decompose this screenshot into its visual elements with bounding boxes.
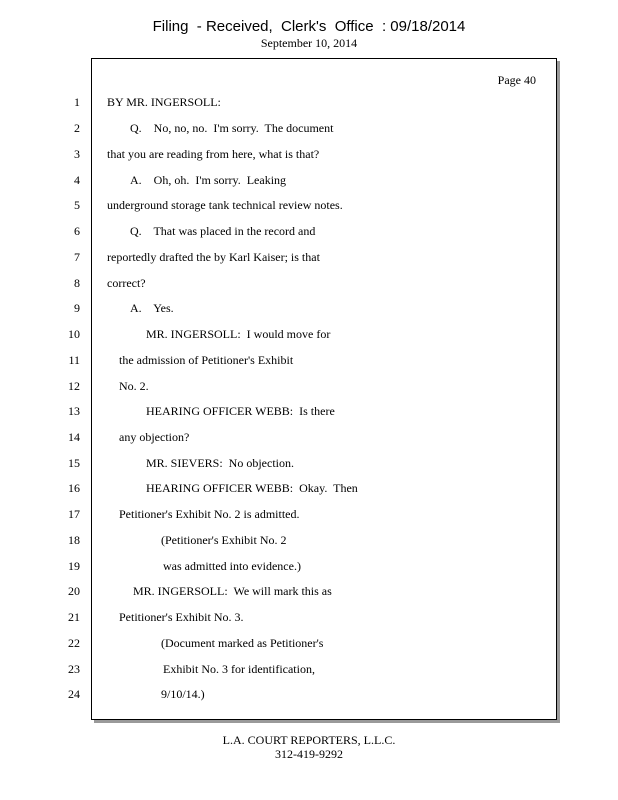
transcript-line: (Document marked as Petitioner's [161, 636, 324, 650]
line-number: 3 [74, 147, 80, 161]
line-number: 22 [68, 636, 80, 650]
transcript-line: any objection? [119, 430, 190, 444]
footer-company: L.A. COURT REPORTERS, L.L.C. [222, 733, 396, 747]
transcript-line: that you are reading from here, what is that? [107, 147, 320, 161]
line-number: 13 [68, 404, 80, 418]
footer-phone: 312-419-9292 [275, 747, 343, 761]
line-number: 5 [74, 198, 80, 212]
line-number: 11 [68, 353, 80, 367]
transcript-line: HEARING OFFICER WEBB: Okay. Then [146, 481, 358, 495]
line-number: 2 [74, 121, 80, 135]
line-number: 8 [74, 276, 80, 290]
line-number: 16 [68, 481, 80, 495]
transcript-line: 9/10/14.) [161, 687, 205, 701]
line-number: 7 [74, 250, 80, 264]
page-number: Page 40 [497, 73, 536, 87]
transcript-line: Petitioner's Exhibit No. 3. [119, 610, 244, 624]
line-number: 15 [68, 456, 80, 470]
line-number: 1 [74, 95, 80, 109]
line-number: 24 [68, 687, 80, 701]
transcript-line: MR. INGERSOLL: I would move for [146, 327, 331, 341]
transcript-line: Q. That was placed in the record and [130, 224, 316, 238]
line-number: 18 [68, 533, 80, 547]
transcript-line: correct? [107, 276, 146, 290]
transcript-line: Petitioner's Exhibit No. 2 is admitted. [119, 507, 300, 521]
transcript-line: (Petitioner's Exhibit No. 2 [161, 533, 287, 547]
transcript-line: HEARING OFFICER WEBB: Is there [146, 404, 335, 418]
line-number: 23 [68, 662, 80, 676]
line-number: 21 [68, 610, 80, 624]
transcript-line: BY MR. INGERSOLL: [107, 95, 221, 109]
transcript-line: the admission of Petitioner's Exhibit [119, 353, 294, 367]
line-number: 9 [74, 301, 80, 315]
transcript-line: was admitted into evidence.) [163, 559, 301, 573]
filing-stamp: Filing - Received, Clerk's Office : 09/18/2014 [152, 18, 466, 35]
transcript-line: underground storage tank technical review notes. [107, 198, 343, 212]
line-number: 19 [68, 559, 80, 573]
line-number: 14 [68, 430, 80, 444]
transcript-line: A. Yes. [130, 301, 174, 315]
transcript-line: No. 2. [119, 379, 149, 393]
transcript-line: MR. SIEVERS: No objection. [146, 456, 295, 470]
line-number: 6 [74, 224, 80, 238]
line-number: 12 [68, 379, 80, 393]
transcript-line: MR. INGERSOLL: We will mark this as [133, 584, 332, 598]
line-number: 17 [68, 507, 80, 521]
transcript-date: September 10, 2014 [260, 36, 358, 50]
line-number: 4 [74, 173, 80, 187]
transcript-line: Q. No, no, no. I'm sorry. The document [130, 121, 334, 135]
transcript-line: reportedly drafted the by Karl Kaiser; is that [107, 250, 320, 264]
line-number: 10 [68, 327, 80, 341]
transcript-line: A. Oh, oh. I'm sorry. Leaking [130, 173, 287, 187]
transcript-line: Exhibit No. 3 for identification, [163, 662, 315, 676]
line-number: 20 [68, 584, 80, 598]
